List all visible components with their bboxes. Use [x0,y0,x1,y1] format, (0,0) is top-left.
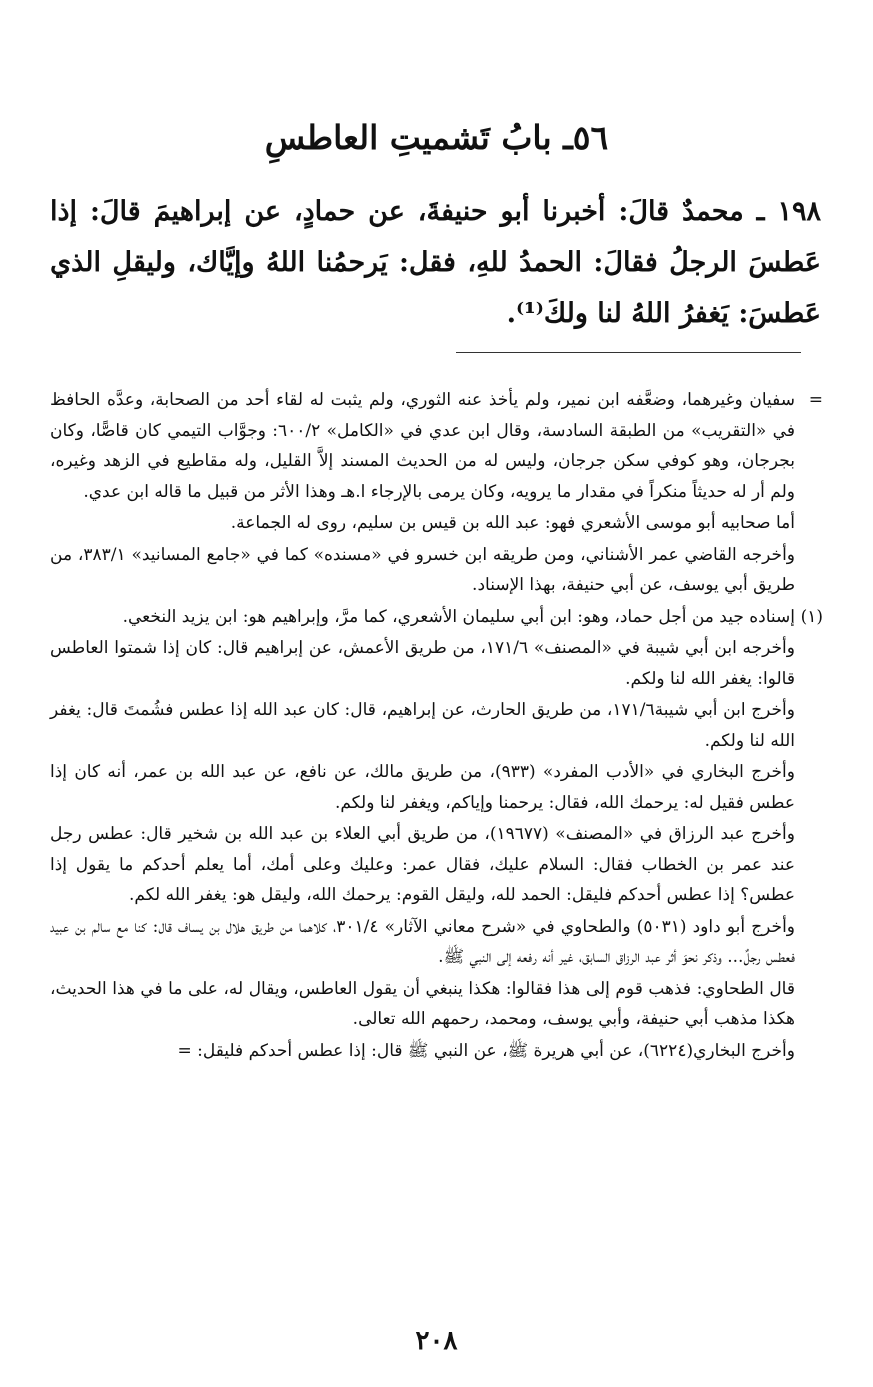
footnote-1-paragraph: وأخرج أبو داود (٥٠٣١) والطحاوي في «شرح معاني الآثار» ٣٠١/٤، كلاهما من طريق هلال بن يساف قال: كنا مع سالم بن عبيد فعطس رجلٌ... وذكر نحوَ أثر عبد الرزاق السابق، غير أنه رفعه إلى النبي ﷺ. [50,916,796,967]
footnote-1-paragraph: وأخرج البخاري في «الأدب المفرد» (٩٣٣)، من طريق مالك، عن نافع، عن عبد الله بن عمر، أنه كان إذا عطس فقيل له: يرحمك الله، فقال: يرحمنا وإياكم، ويغفر لنا ولكم. [50,762,795,813]
footnote-1-paragraph: قال الطحاوي: فذهب قوم إلى هذا فقالوا: هكذا ينبغي أن يقول العاطس، ويقال له، على ما في هذا الحديث، هكذا مذهب أبي حنيفة، وأبي يوسف، ومحمد، رحمهم الله تعالى. [50,978,795,1029]
footnote-1-marker: (١) [800,606,823,627]
continued-note-paragraph: = سفيان وغيرهما، وضعَّفه ابن نمير، ولم يأخذ عنه الثوري، ولم يثبت له لقاء أحد من الصحابة، وعدَّه الحافظ في «التقريب» من الطبقة السادسة، وقال ابن عدي في «الكامل» ٦٠٠/٢: وجوَّاب التيمي كان قاصًّا، وكان بجرجان، وهو كوفي سكن جرجان، وليس له من الحديث المسند إلاَّ القليل، وله مقاطيع في الزهد وغيره، ولم أر له حديثاً منكراً في مقدار ما يرويه، وكان يرمى بالإرجاء ا.هـ وهذا الأثر من قبيل ما قاله ابن عدي. [50,385,823,507]
hadith-text [50,186,821,339]
footnote-1-paragraph: وأخرج عبد الرزاق في «المصنف» (١٩٦٧٧)، من طريق أبي العلاء بن عبد الله بن شخير قال: عطس رجل عند عمر بن الخطاب فقال: السلام عليك، فقال عمر: وعليك وعلى أمك، أما يعلم أحدكم ما يقول إذا عطس؟ إذا عطس أحدكم فليقل: الحمد لله، وليقل القوم: يرحمك الله، وليقل هو: يغفر الله لكم. [50,824,795,905]
footnote-1-paragraph: وأخرج ابن أبي شيبة١٧١/٦، من طريق الحارث، عن إبراهيم، قال: كان عبد الله إذا عطس فشُمتَ قال: يغفر الله لنا ولكم. [50,700,795,751]
hadith-paragraph: ١٩٨ ـ محمدٌ قالَ: أخبرنا أبو حنيفةَ، عن حمادٍ، عن إبراهيمَ قالَ: إذا عَطسَ الرجلُ فقالَ: الحمدُ للهِ، فقل: يَرحمُنا اللهُ وإيَّاك، وليقلِ الذي عَطسَ: يَغفرُ اللهُ لنا ولكَ⁽¹⁾. [50,196,821,329]
page-number: ٢٠٨ [415,1326,458,1356]
continued-note-paragraph: وأخرجه القاضي عمر الأشناني، ومن طريقه ابن خسرو في «مسنده» كما في «جامع المسانيد» ٣٨٣/١، من طريق أبي يوسف، عن أبي حنيفة، بهذا الإسناد. [50,544,795,595]
footnote-divider [456,352,801,353]
chapter-title: ٥٦ـ بابُ تَشميتِ العاطسِ [264,118,609,157]
footnote-1-paragraph: وأخرج البخاري(٦٢٢٤)، عن أبي هريرة ﷺ، عن النبي ﷺ قال: إذا عطس أحدكم فليقل: = [177,1040,795,1061]
footnote-1-paragraph: وأخرجه ابن أبي شيبة في «المصنف» ١٧١/٦، من طريق الأعمش، عن إبراهيم قال: كان إذا شمتوا العاطس قالوا: يغفر الله لنا ولكم. [50,638,795,689]
continued-note-paragraph: أما صحابيه أبو موسى الأشعري فهو: عبد الله بن قيس بن سليم، روى له الجماعة. [230,513,795,533]
footnote-1-paragraph: (١) إسناده جيد من أجل حماد، وهو: ابن أبي سليمان الأشعري، كما مرَّ، وإبراهيم هو: ابن يزيد النخعي. [50,602,823,633]
footnotes [50,385,823,1067]
continuation-mark: = [808,390,823,410]
